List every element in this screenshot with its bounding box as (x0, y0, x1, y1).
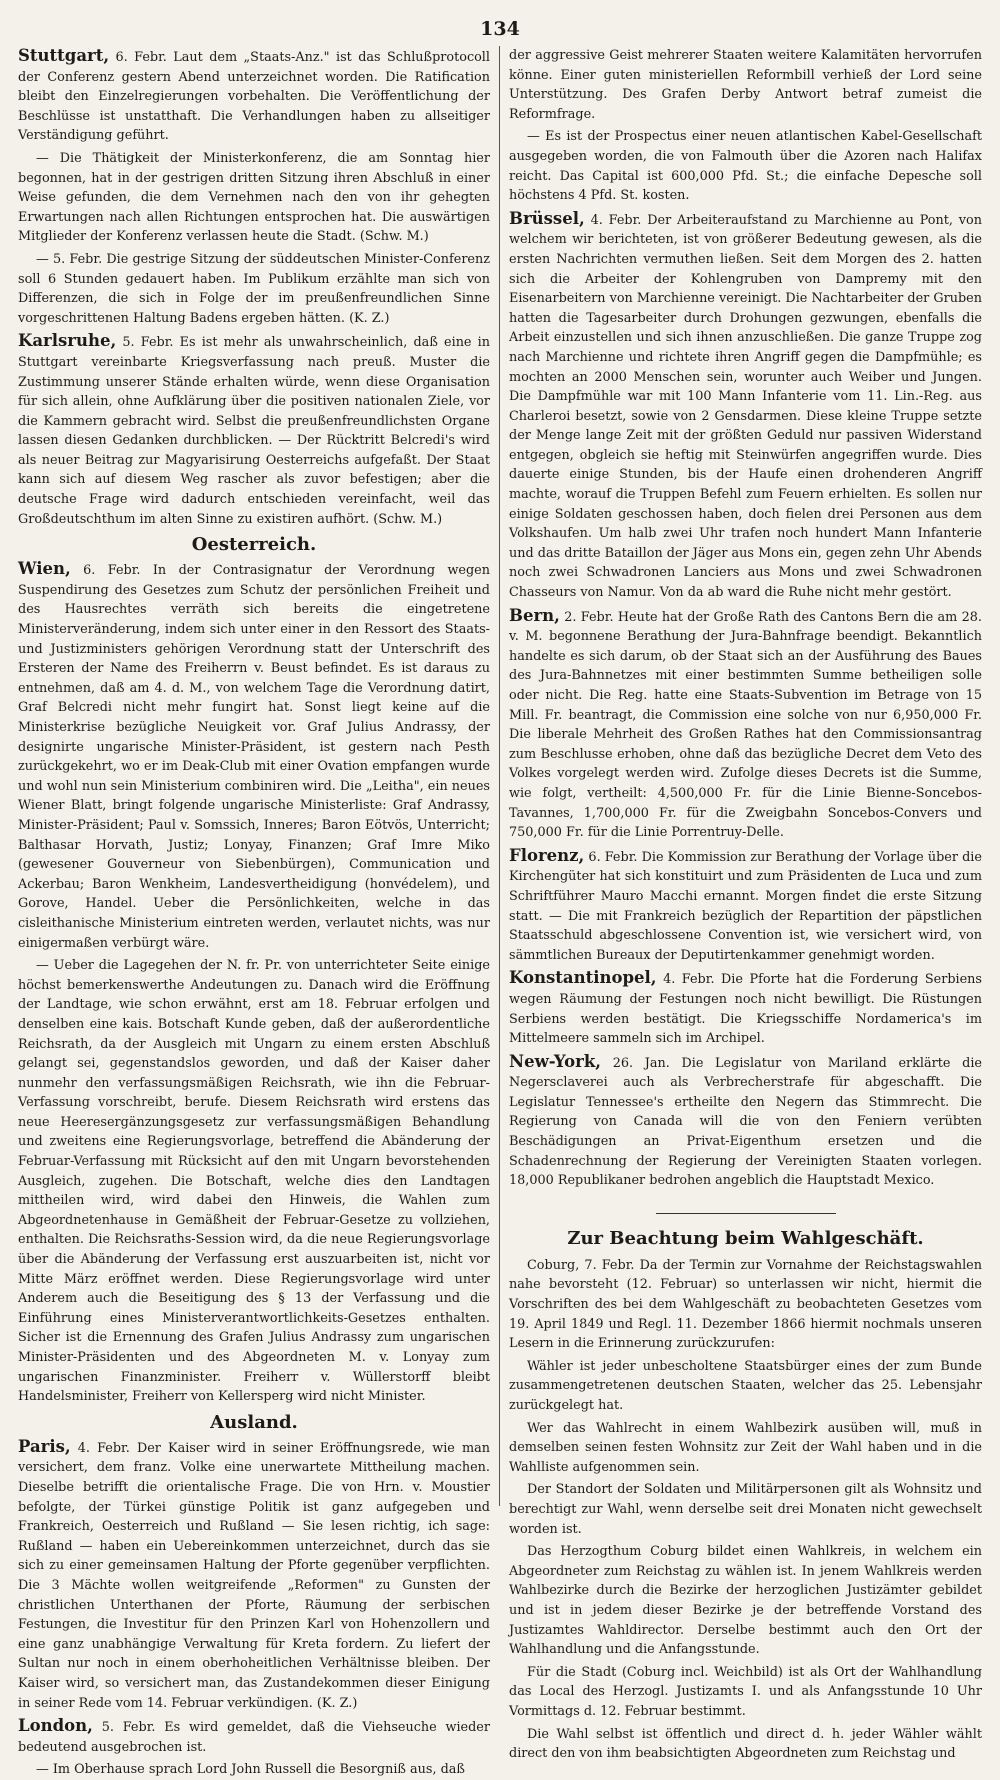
dateline-florenz: Florenz, (509, 845, 585, 865)
dateline-stuttgart: Stuttgart, (18, 46, 110, 65)
rule-paragraph: Wer das Wahlrecht in einem Wahlbezirk ausüben will, muß in demselben seinen festen Wohnsitz zur Zeit der Wahl haben und in die Wahlliste aufgenommen sein. (509, 1420, 982, 1475)
dateline-newyork: New-York, (509, 1051, 602, 1071)
left-column (18, 46, 500, 1778)
article-london (18, 1716, 490, 1757)
article-text: 4. Febr. Der Kaiser wird in seiner Eröffnungsrede, wie man versichert, dem franz. Volke eine unerwartete Mittheilung machen. Dieselbe betrifft die orientalische Frage. Die von Hrn. v. Moustier befolgte, der Türkei günstige Politik ist ganz aufgegeben und Frankreich, Oesterreich und Rußland — Sie lesen richtig, ich sage: Rußland — haben ein Uebereinkommen unterzeichnet, durch das sie sich zu einer gemeinsamen Haltung der Pforte gegenüber verpflichten. Die 3 Mächte wollen weitgreifende „Reformen" zu Gunsten der christlichen Unterthanen der Pforte, Räumung der serbischen Festungen, die Investitur für den Prinzen Karl von Hohenzollern und eine ganz unabhängige Verwaltung für Kreta fordern. Zu liefert der Sultan nur noch in einem oberhoheitlichen Verhältnisse bleiben. Der Kaiser wird, so versichert man, das Zustandekommen dieser Einigung in seiner Rede vom 14. Februar verkündigen. (K. Z.) (18, 1440, 490, 1711)
article-paragraph: — Ueber die Lagegehen der N. fr. Pr. von unterrichteter Seite einige höchst bemerkenswerthe Andeutungen zu. Danach wird die Eröffnung der Landtage, wie schon erwähnt, erst am 18. Februar erfolgen und denselben eine kais. Botschaft Kunde geben, daß der außerordentliche Reichsrath, da der Ausgleich mit Ungarn zu einem ersten Abschluß gelangt sei, gegenstandslos geworden, und daß der Kaiser daher nunmehr den verfassungsmäßigen Reichsrath, wie ihn die Februar-Verfassung vorschreibt, berufe. Diesem Reichsrath wird erstens das neue Heeresergänzungsgesetz zur verfassungsmäßigen Behandlung und zweitens eine Regierungsvorlage, betreffend die Abänderung der Februar-Verfassung mit Rücksicht auf den mit Ungarn bevorstehenden Ausgleich, zugehen. Die Botschaft, welche dies den Landtagen mittheilen wird, wird dabei den Hinweis, die Wahlen zum Abgeordnetenhause in Gemäßheit der Februar-Gesetze zu vollziehen, enthalten. Die Reichsraths-Session wird, da die neue Regierungsvorlage über die Abänderung der Verfassung erst auszuarbeiten ist, nicht vor Mitte März eröffnet werden. Diese Regierungsvorlage wird unter Anderem auch die Beseitigung des § 13 der Verfassung und die Einführung eines Ministerverantwortlichkeits-Gesetzes enthalten. Sicher ist die Ernennung des Grafen Julius Andrassy zum ungarischen Minister-Präsidenten und des Abgeordneten M. v. Lonyay zum ungarischen Finanzminister. Freiherr v. Wüllerstorff bleibt Handelsminister, Freiherr von Kellersperg wird nicht Minister. (18, 958, 490, 1405)
article-paris (18, 1437, 490, 1713)
article-paragraph: Coburg, 7. Febr. Da der Termin zur Vornahme der Reichstagswahlen nahe bevorsteht (12. Februar) so unterlassen wir nicht, hiermit die Vorschriften des bei dem Wahlgeschäft zu beobachteten Gesetzes vom 19. April 1849 und Regl. 11. Dezember 1866 hiermit nochmals unseren Lesern in die Erinnerung zurückzurufen: (509, 1257, 982, 1352)
article-text: 4. Febr. Der Arbeiteraufstand zu Marchienne au Pont, von welchem wir berichteten, ist von größerer Bedeutung gewesen, als die ersten Nachrichten vermuthen ließen. Seit dem Morgen des 2. hatten sich die Arbeiter der Kohlengruben von Dampremy mit den Eisenarbeitern von Marchienne vereinigt. Die Nachtarbeiter der Gruben hatten die Tagesarbeiter durch Drohungen gezwungen, ebenfalls die Arbeit einzustellen und sich ihnen anzuschließen. Die ganze Truppe zog nach Marchienne und richtete ihren Angriff gegen die Dampfmühle; es mochten an 2000 Menschen sein, worunter auch Weiber und Jungen. Die Dampfmühle war mit 100 Mann Infanterie vom 11. Lin.-Reg. aus Charleroi besetzt, sowie von 2 Gensdarmen. Diese kleine Truppe setzte der Menge lange Zeit mit der größten Geduld nur passiven Widerstand entgegen, obgleich sie heftig mit Steinwürfen angegriffen wurde. Dies dauerte einige Stunden, bis der Haufe einen drohenderen Angriff machte, worauf die Truppen Befehl zum Feuern erhielten. Es sollen nur einige Soldaten geschossen haben, doch fielen drei Personen aus dem Volkshaufen. Um halb zwei Uhr trafen noch hundert Mann Infanterie und das dritte Bataillon der Jäger aus Mons ein, gegen zehn Uhr Abends noch zwei Schwadronen Lanciers aus Mons und zwei Schwadronen Chasseurs von Namur. Von da ab ward die Ruhe nicht mehr gestört. (509, 212, 982, 601)
dateline-bern: Bern, (509, 605, 560, 625)
article-karlsruhe (18, 331, 490, 529)
dateline-karlsruhe: Karlsruhe, (18, 331, 117, 351)
article-paragraph: — Die Thätigkeit der Ministerkonferenz, die am Sonntag hier begonnen, hat in der gestrigen dritten Sitzung ihren Abschluß in einer Weise gefunden, die dem Vernehmen nach den von ihr gehegten Erwartungen nach allen Richtungen entsprochen hat. Die auswärtigen Mitglieder der Konferenz verlassen heute die Stadt. (Schw. M.) (18, 150, 490, 245)
dateline-bruessel: Brüssel, (509, 208, 585, 228)
columns (18, 46, 982, 1778)
dateline-london: London, (18, 1716, 93, 1736)
article-konstantinopel (509, 968, 982, 1048)
article-bern (509, 606, 982, 843)
article-text: 5. Febr. Es ist mehr als unwahrscheinlich, daß eine in Stuttgart vereinbarte Kriegsverfassung nach preuß. Muster die Zustimmung unserer Stände erhalten würde, wenn diese Organisation für sich allein, ohne Aufklärung über die positiven nationalen Ziele, vor die Kammern gebracht wird. Selbst die preußenfreundlichsten Organe lassen diesen Gedanken durchblicken. — Der Rücktritt Belcredi's wird als neuer Beitrag zur Magyarisirung Oesterreichs aufgefaßt. Der Staat kann sich auf diesem Weg rascher als zuvor befestigen; aber die deutsche Frage wird dadurch entschieden vereinfacht, weil das Großdeutschthum im alten Sinne zu existiren aufhört. (Schw. M.) (18, 335, 490, 527)
article-text: 4. Febr. Die Pforte hat die Forderung Serbiens wegen Räumung der Festungen noch nicht bewilligt. Die Rüstungen Serbiens werden bestätigt. Die Kriegsschiffe Nordamerica's im Mittelmeere sammeln sich im Archipel. (509, 972, 982, 1047)
article-text: 6. Febr. In der Contrasignatur der Verordnung wegen Suspendirung des Gesetzes zum Schutz der persönlichen Freiheit und des Hausrechtes verräth sich bereits die eingetretene Ministerveränderung, indem sich unter einer in den Ressort des Staats- und Justizministers gehörigen Verordnung statt der Unterschrift des Ersteren der Name des Freiherrn v. Beust befindet. Es ist daraus zu entnehmen, daß am 4. d. M., von welchem Tage die Verordnung datirt, Graf Belcredi nicht mehr fungirt hat. Sonst liegt keine auf die Ministerkrise bezügliche Neuigkeit vor. Graf Julius Andrassy, der designirte ungarische Minister-Präsident, ist gestern nach Pesth zurückgekehrt, wo er im Deak-Club mit einer Ovation empfangen wurde und wohl nun sein Ministerium combiniren wird. Die „Leitha", ein neues Wiener Blatt, bringt folgende ungarische Ministerliste: Graf Andrassy, Minister-Präsident; Paul v. Somssich, Inneres; Baron Eötvös, Unterricht; Balthasar Horvath, Justiz; Lonyay, Finanzen; Graf Imre Miko (gewesener Gouverneur von Siebenbürgen), Communication und Ackerbau; Baron Wenkheim, Landesvertheidigung (honvédelem), und Gorove, Handel. Ueber die Persönlichkeiten, welche in das cisleithanische Ministerium eintreten werden, verlautet nichts, was nur einigermaßen verbürgt wäre. (18, 563, 490, 951)
rule-paragraph: Der Standort der Soldaten und Militärpersonen gilt als Wohnsitz und berechtigt zur Wahl, wenn derselbe seit drei Monaten nicht gewechselt worden ist. (509, 1482, 982, 1537)
right-column (500, 46, 982, 1762)
article-stuttgart (18, 46, 490, 146)
page-number: 134 (480, 18, 520, 40)
heading-election: Zur Beachtung beim Wahlgeschäft. (567, 1227, 924, 1249)
article-wien (18, 559, 490, 953)
article-florenz (509, 846, 982, 966)
article-text: 26. Jan. Die Legislatur von Mariland erklärte die Negersclaverei auch als Verbrecherstrafe für abgeschafft. Die Legislatur Tennessee's ertheilte den Negern das Stimmrecht. Die Regierung von Canada will die von den Feniern verübten Beschädigungen an Privat-Eigenthum ersetzen und die Schadenrechnung der Regierung der Vereinigten Staaten vorlegen. 18,000 Republikaner bedrohen angeblich die Hauptstadt Mexico. (509, 1055, 982, 1189)
article-newyork (509, 1052, 982, 1191)
dateline-konstantinopel: Konstantinopel, (509, 968, 657, 988)
separator-rule (656, 1213, 836, 1214)
article-text: 6. Febr. Laut dem „Staats-Anz." ist das Schlußprotocoll der Conferenz gestern Abend unterzeichnet worden. Die Ratification bleibt den Einzelregierungen vorbehalten. Die Veröffentlichung der Beschlüsse ist unstatthaft. Die Verhandlungen haben zu allseitiger Verständigung geführt. (18, 50, 490, 144)
dateline-paris: Paris, (18, 1436, 71, 1456)
rule-paragraph: Das Herzogthum Coburg bildet einen Wahlkreis, in welchem ein Abgeordneter zum Reichstag zu wählen ist. In jenem Wahlkreis werden Wahlbezirke durch die Bezirke der herzoglichen Justizämter gebildet und ist in jedem dieser Bezirke je der betreffende Vorstand des Justizamtes Wahldirector. Derselbe bestimmt auch den Ort der Wahlhandlung und die Anfangsstunde. (509, 1544, 982, 1658)
article-text: 6. Febr. Die Kommission zur Berathung der Vorlage über die Kirchengüter hat sich konstituirt und zum Präsidenten de Luca und zum Schriftführer Mauro Macchi ernannt. Morgen findet die erste Sitzung statt. — Die mit Frankreich bezüglich der Repartition der päpstlichen Staatsschuld abgeschlossene Convention ist, wie versichert wird, von sämmtlichen Bureaux der Deputirtenkammer genehmigt worden. (509, 849, 982, 963)
rule-paragraph: Die Wahl selbst ist öffentlich und direct d. h. jeder Wähler wählt direct den von ihm beabsichtigten Abgeordneten zum Reichstag und (509, 1726, 982, 1762)
article-paragraph: — Im Oberhause sprach Lord John Russell die Besorgniß aus, daß (36, 1762, 465, 1778)
article-text: 2. Febr. Heute hat der Große Rath des Cantons Bern die am 28. v. M. begonnene Berathung der Jura-Bahnfrage beendigt. Bekanntlich handelte es sich darum, ob der Staat sich an der Ausführung des Baues des Jura-Bahnnetzes mit einer bestimmten Summe betheiligen solle oder nicht. Die Reg. hatte eine Staats-Subvention im Betrage von 15 Mill. Fr. beantragt, die Commission eine solche von nur 6,950,000 Fr. Die liberale Mehrheit des Großen Rathes hat den Commissionsantrag zum Beschlusse erhoben, ohne daß das bezügliche Decret dem Veto des Volkes vorgelegt werden wird. Zufolge dieses Decrets ist die Summe, wie folgt, vertheilt: 4,500,000 Fr. für die Linie Bienne-Soncebos-Tavannes, 1,700,000 Fr. für die Zweigbahn Soncebos-Convers und 750,000 Fr. für die Linie Porrentruy-Delle. (509, 609, 982, 841)
dateline-wien: Wien, (18, 559, 71, 579)
article-paragraph: — Es ist der Prospectus einer neuen atlantischen Kabel-Gesellschaft ausgegeben worden, die von Falmouth über die Azoren nach Halifax reicht. Das Capital ist 600,000 Pfd. St.; die einfache Depesche soll höchstens 4 Pfd. St. kosten. (509, 129, 982, 204)
rule-paragraph: Wähler ist jeder unbescholtene Staatsbürger eines der zum Bunde zusammengetretenen deutschen Staaten, welcher das 25. Lebensjahr zurückgelegt hat. (509, 1358, 982, 1413)
article-bruessel (509, 209, 982, 603)
article-paragraph: — 5. Febr. Die gestrige Sitzung der süddeutschen Minister-Conferenz soll 6 Stunden gedauert haben. Im Publikum erzählte man sich von Differenzen, die sich in Folge der im preußenfreundlichen Sinne vorgeschrittenen Haltung Badens ergeben hätten. (K. Z.) (18, 251, 490, 326)
article-paragraph: der aggressive Geist mehrerer Staaten weitere Kalamitäten hervorrufen könne. Einer guten ministeriellen Reformbill verhieß der Lord seine Unterstützung. Des Grafen Derby Antwort betraf zumeist die Reformfrage. (509, 48, 982, 122)
section-heading-austria: Oesterreich. (191, 534, 317, 556)
section-heading-abroad: Ausland. (210, 1411, 298, 1433)
article-text: 5. Febr. Es wird gemeldet, daß die Viehseuche wieder bedeutend ausgebrochen ist. (18, 1720, 491, 1755)
rule-paragraph: Für die Stadt (Coburg incl. Weichbild) ist als Ort der Wahlhandlung das Local des Herzogl. Justizamts I. und als Anfangsstunde 10 Uhr Vormittags d. 12. Februar bestimmt. (509, 1664, 982, 1719)
